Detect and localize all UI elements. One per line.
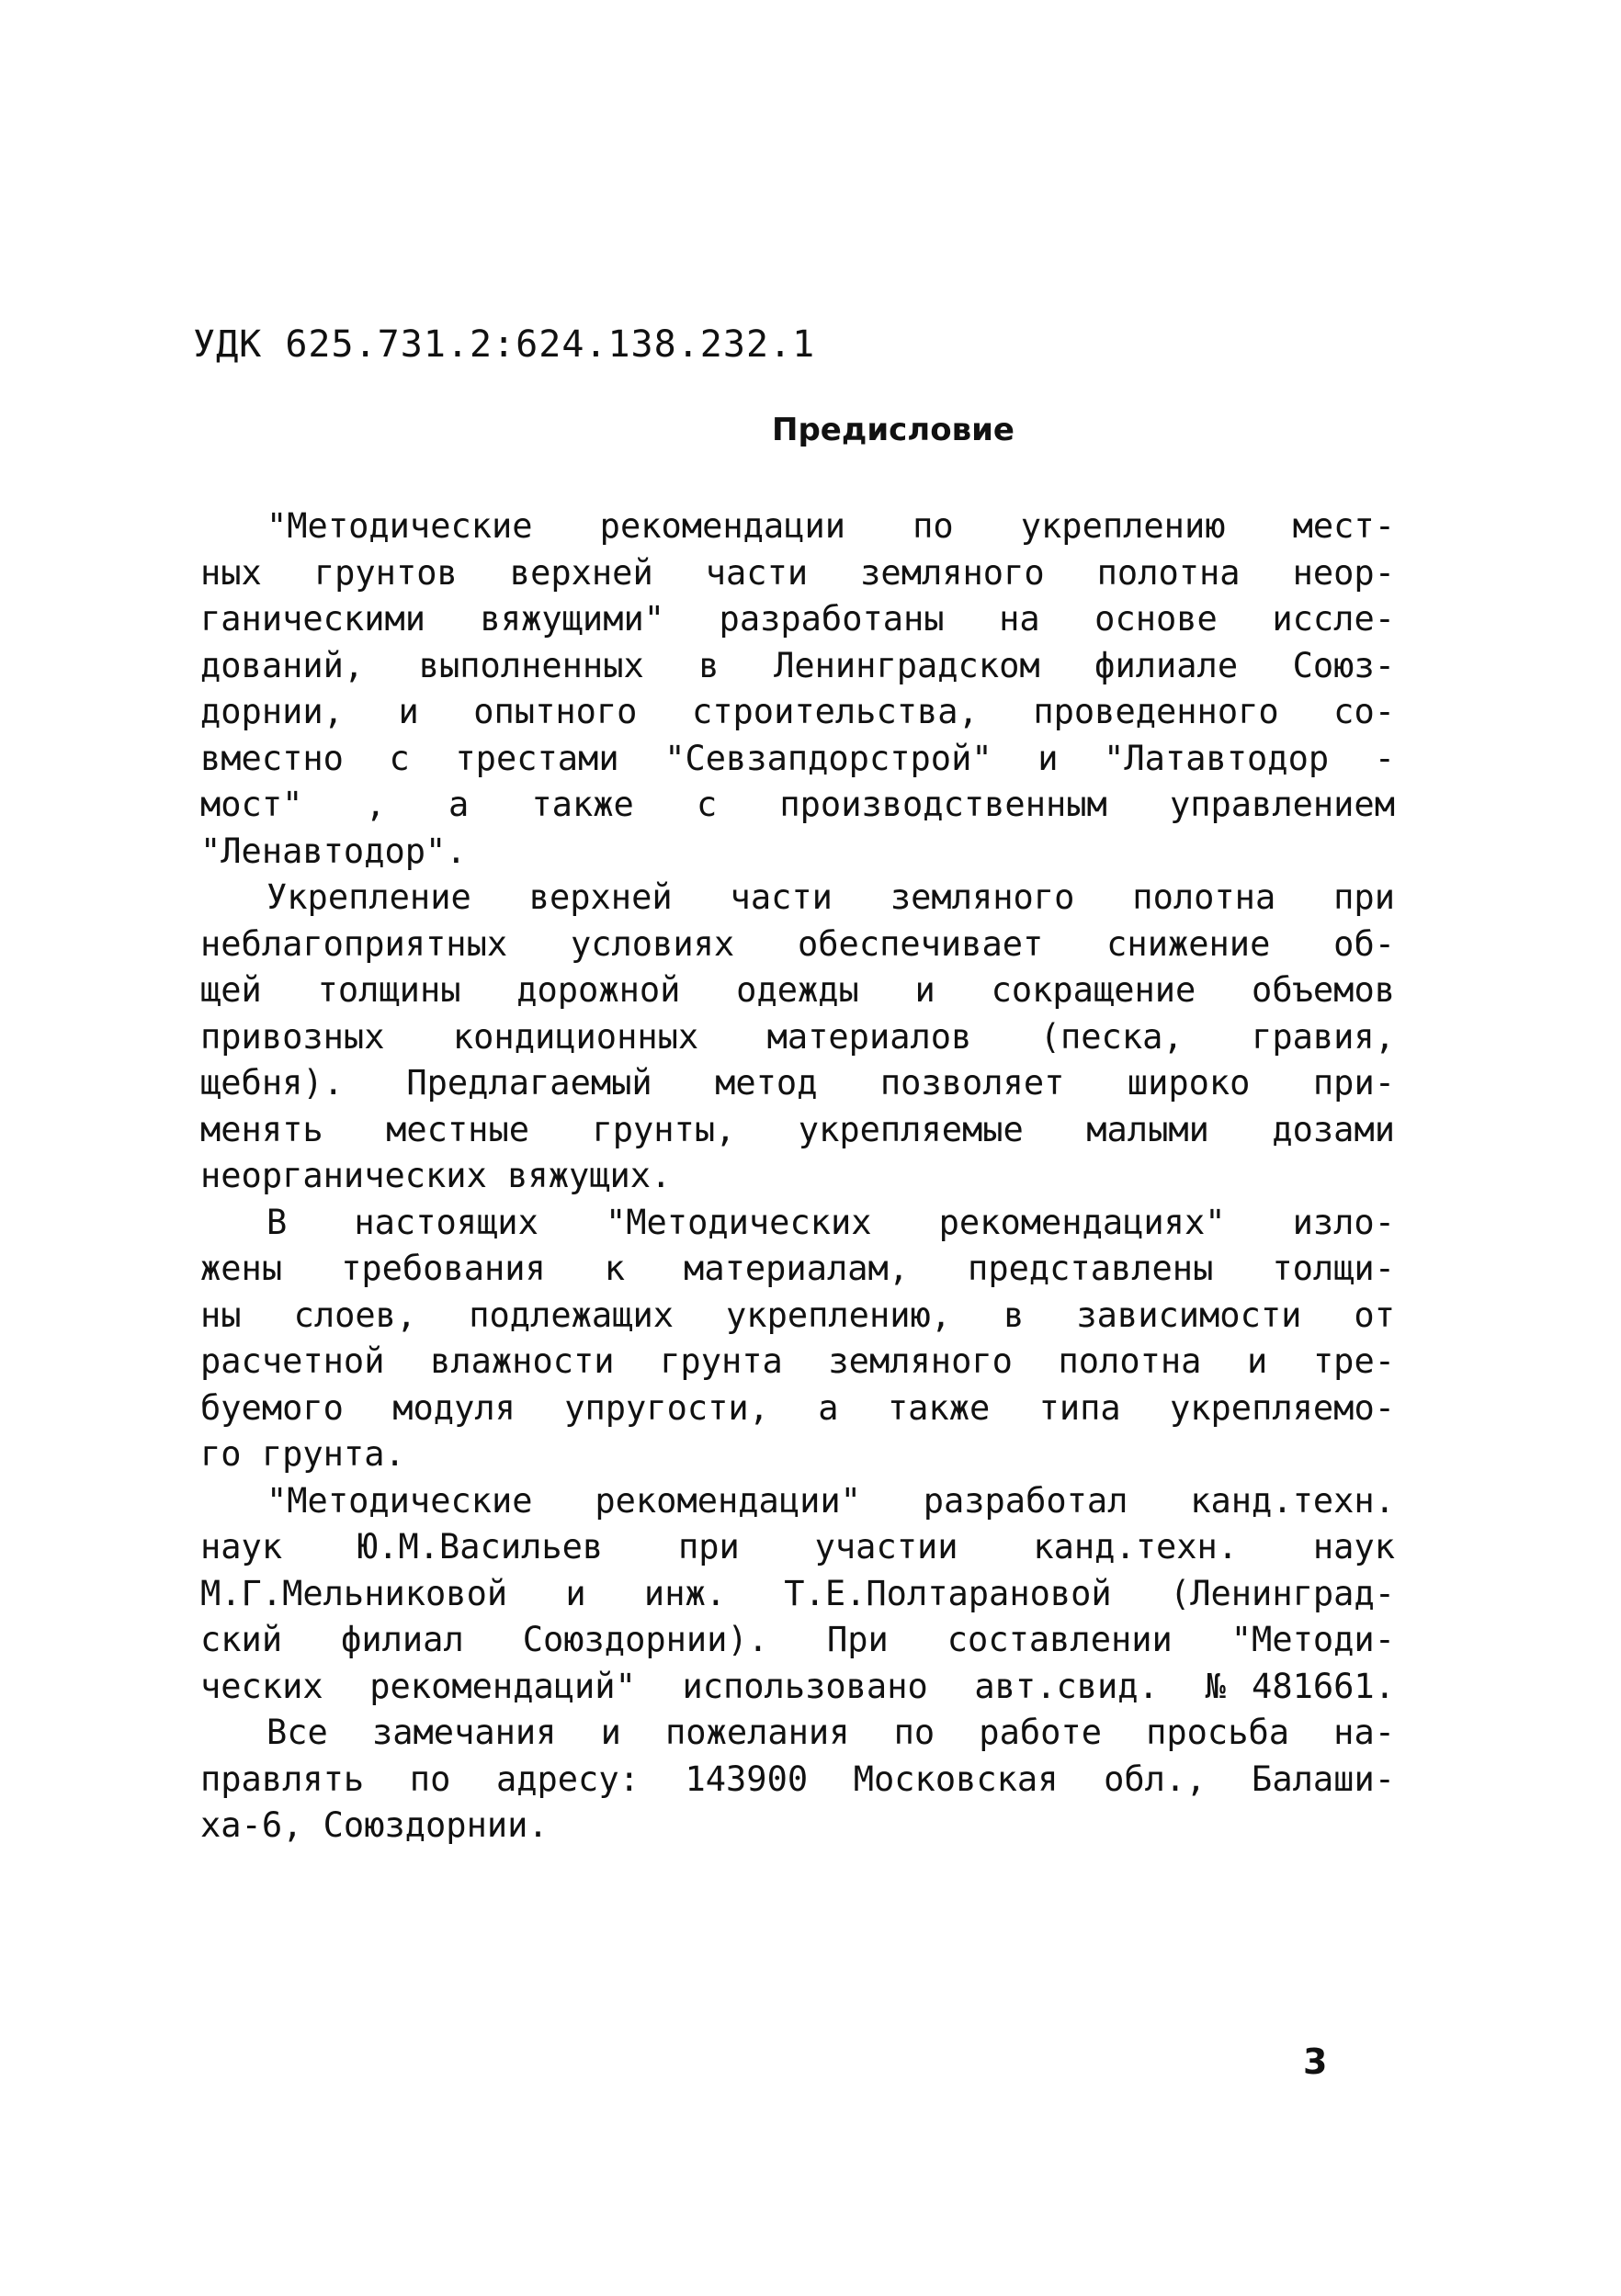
text-line: Укрепление верхней части земляного полотна при [266, 877, 1395, 917]
document-body [200, 503, 1395, 1849]
text-line: "Методические рекомендации" разработал канд.техн. [266, 1480, 1395, 1521]
paragraph-1 [200, 503, 1395, 875]
text-line: расчетной влажности грунта земляного полотна и тре- [200, 1341, 1395, 1381]
text-line: го грунта. [200, 1434, 405, 1474]
text-line: Все замечания и пожелания по работе просьба на- [266, 1713, 1395, 1752]
text-line: неблагоприятных условиях обеспечивает снижение об- [200, 923, 1395, 964]
paragraph-3 [200, 1200, 1395, 1478]
text-line: привозных кондиционных материалов (песка, гравия, [200, 1016, 1395, 1057]
paragraph-4 [200, 1478, 1395, 1711]
text-line: ческих рекомендаций" использовано авт.свид. №481661. [200, 1666, 1395, 1706]
text-line: "Ленавтодор". [200, 831, 467, 871]
text-line: неорганических вяжущих. [200, 1156, 672, 1195]
text-line: щей толщины дорожной одежды и сокращение объемов [200, 970, 1395, 1010]
text-line: правлять по адресу: 143900 Московская обл., Балаши- [200, 1759, 1395, 1799]
udk-code: УДК 625.731.2:624.138.232.1 [193, 323, 816, 366]
text-line: щебня). Предлагаемый метод позволяет широко при- [200, 1063, 1395, 1103]
text-line: ха-6, Союздорнии. [200, 1805, 549, 1845]
text-line: дорнии, и опытного строительства, проведенного со- [200, 692, 1395, 731]
text-line: М.Г.Мельниковой и инж. Т.Е.Полтарановой (Ленинград- [200, 1573, 1395, 1613]
text-line: ский филиал Союздорнии). При составлении "Методи- [200, 1620, 1395, 1659]
paragraph-2 [200, 875, 1395, 1200]
text-line: буемого модуля упругости, а также типа укрепляемо- [200, 1387, 1395, 1428]
text-line: ны слоев, подлежащих укреплению, в зависимости от [200, 1295, 1395, 1335]
page-number: 3 [1303, 2042, 1328, 2082]
page-title: Предисловие [772, 412, 1015, 448]
text-line: вместно с трестами "Севзапдорстрой" и "Латавтодор - [200, 738, 1395, 778]
text-line: дований, выполненных в Ленинградском филиале Союз- [200, 645, 1395, 685]
text-line: В настоящих "Методических рекомендациях" изло- [266, 1202, 1395, 1242]
paragraph-5 [200, 1710, 1395, 1849]
text-line: мост" , а также с производственным управлением [200, 785, 1395, 824]
text-line: ганическими вяжущими" разработаны на основе иссле- [200, 599, 1395, 639]
text-line: "Методические рекомендации по укреплению мест- [266, 506, 1395, 546]
text-line: менять местные грунты, укрепляемые малыми дозами [200, 1109, 1395, 1149]
text-line: ных грунтов верхней части земляного полотна неор- [200, 552, 1395, 593]
text-line: жены требования к материалам, представлены толщи- [200, 1249, 1395, 1288]
text-line: наук Ю.М.Васильев при участии канд.техн. наук [200, 1527, 1395, 1566]
